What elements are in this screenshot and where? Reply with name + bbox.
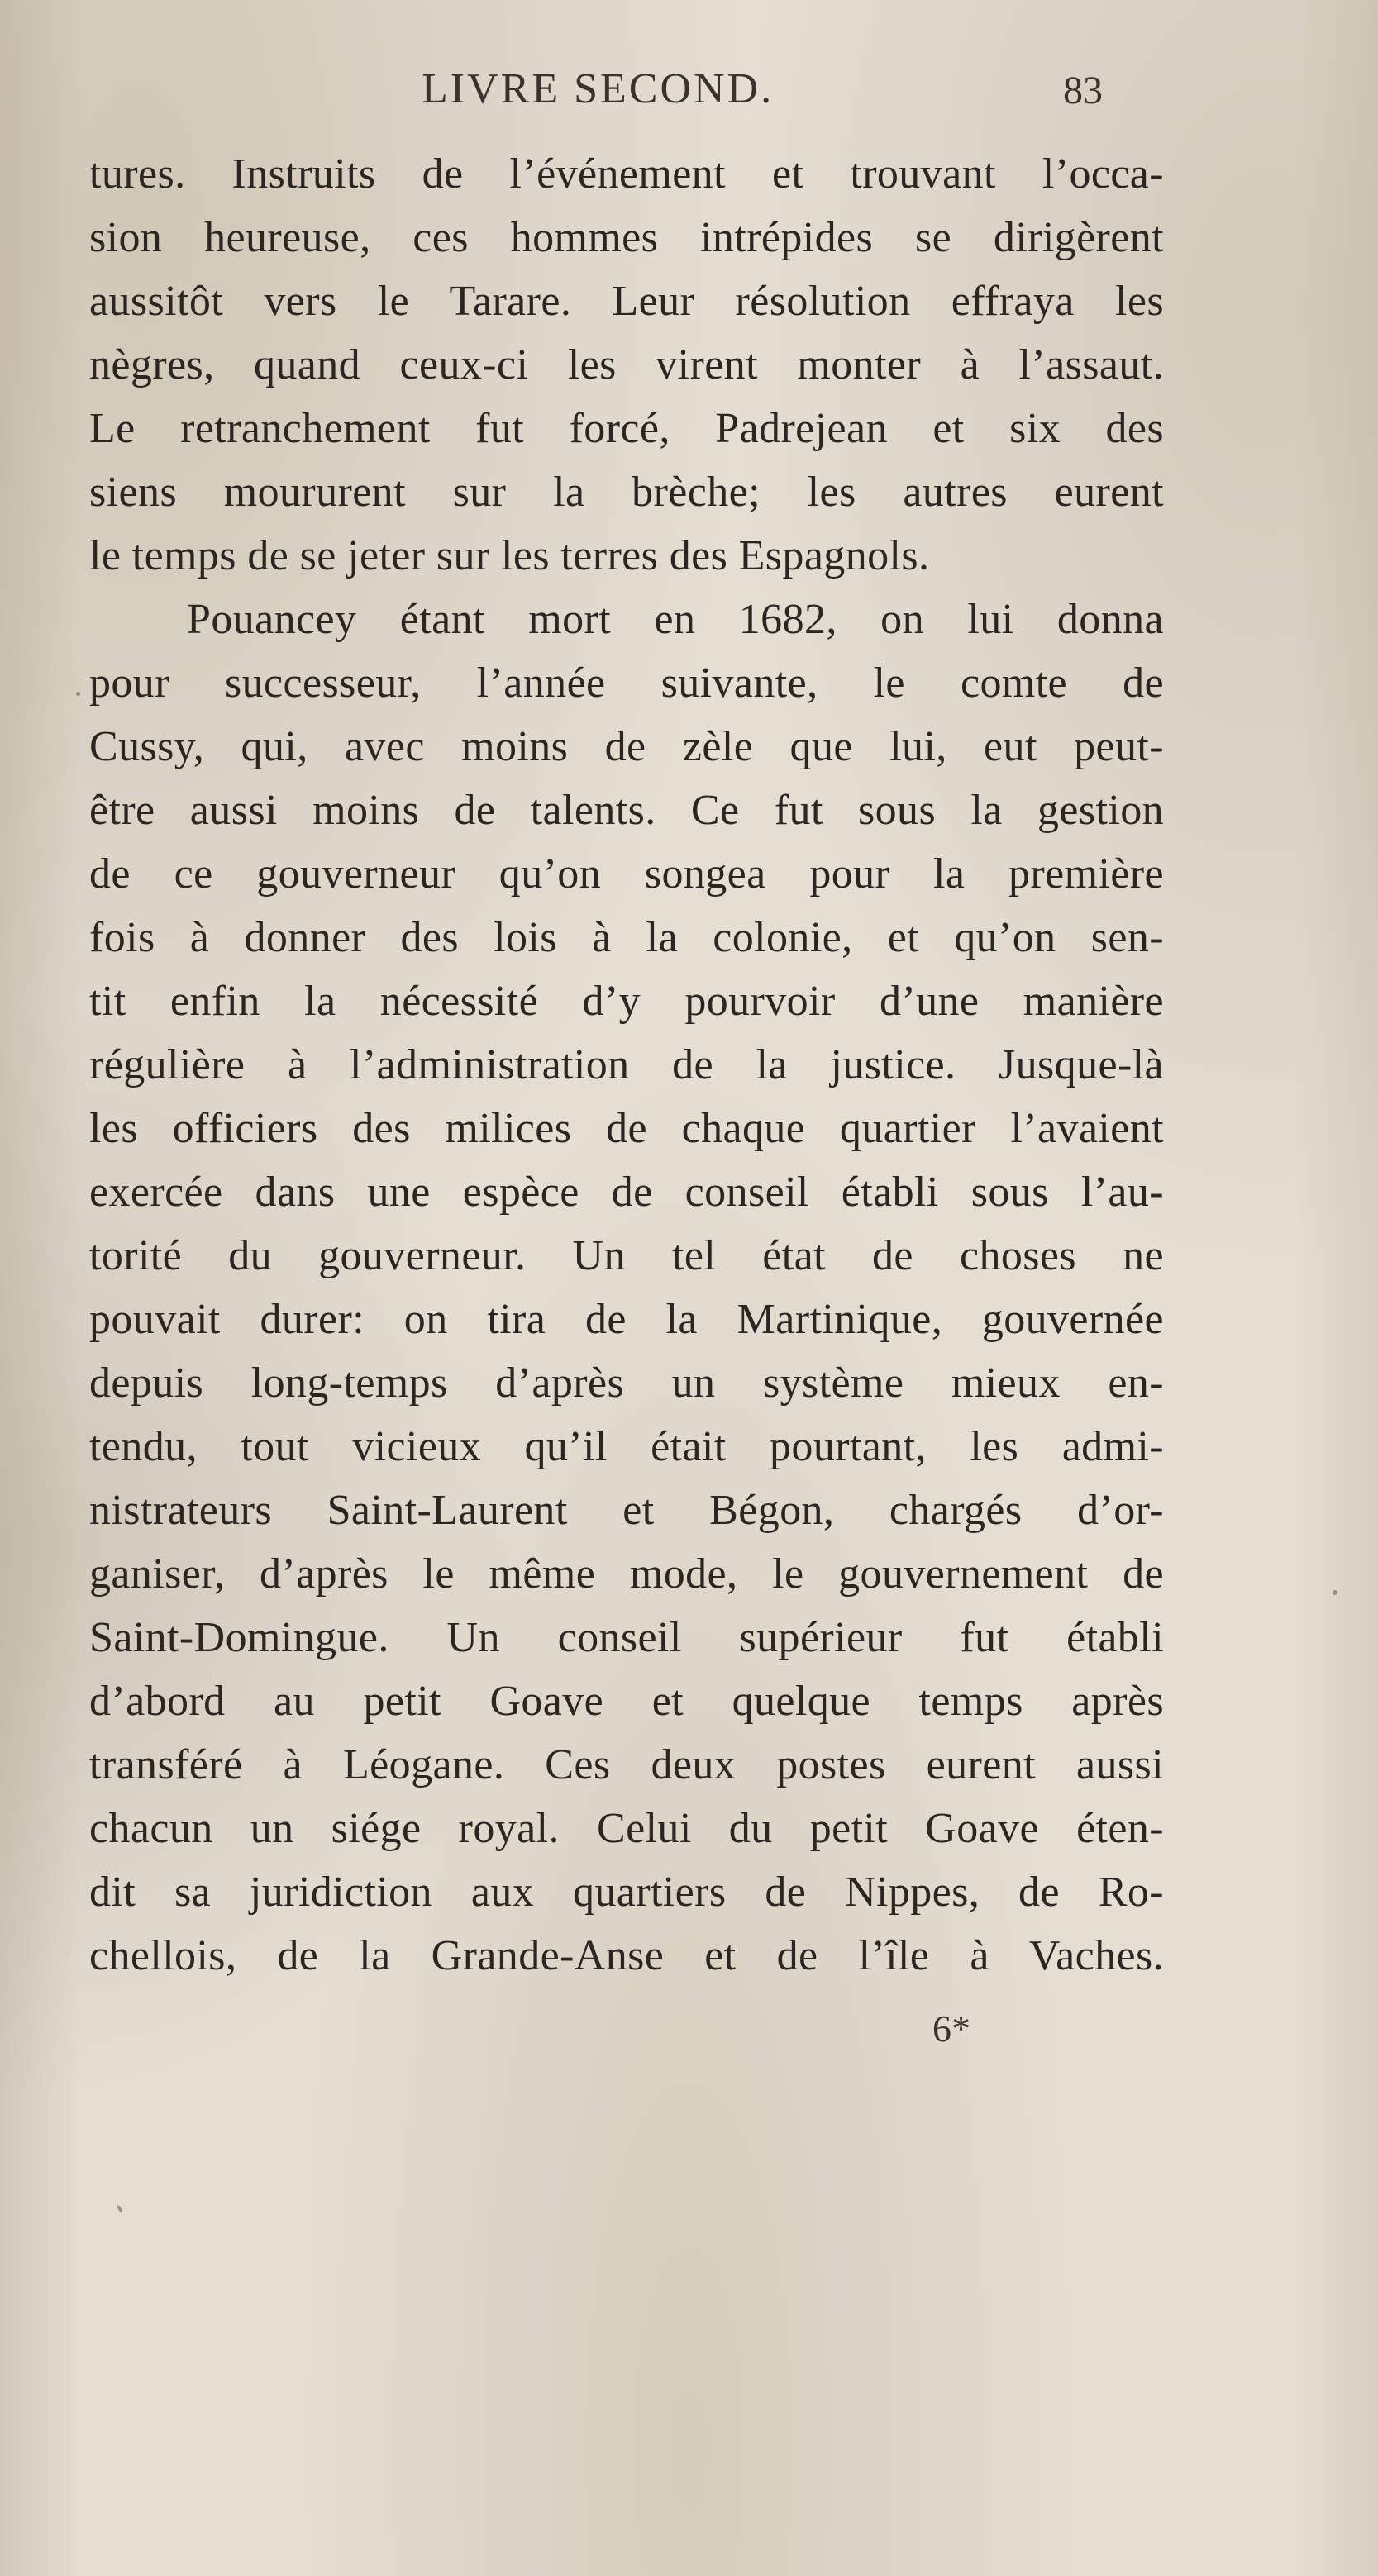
text-line: être aussi moins de talents. Ce fut sous la gestion xyxy=(89,787,1164,834)
text-line: ganiser, d’après le même mode, le gouvernement de xyxy=(89,1550,1164,1598)
text-line: aussitôt vers le Tarare. Leur résolution effraya les xyxy=(89,278,1164,325)
text-line: pouvait durer: on tira de la Martinique, gouvernée xyxy=(89,1296,1164,1343)
text-line: régulière à l’administration de la justice. Jusque-là xyxy=(89,1041,1164,1088)
paper-speck xyxy=(1333,1590,1337,1595)
text-line: tendu, tout vicieux qu’il était pourtant, les admi- xyxy=(89,1423,1164,1470)
text-line: pour successeur, l’année suivante, le comte de xyxy=(89,659,1164,707)
text-line: Le retranchement fut forcé, Padrejean et six des xyxy=(89,405,1164,452)
text-line: sion heureuse, ces hommes intrépides se dirigèrent xyxy=(89,214,1164,261)
text-line: tit enfin la nécessité d’y pourvoir d’une manière xyxy=(89,978,1164,1025)
text-line: fois à donner des lois à la colonie, et qu’on sen- xyxy=(89,914,1164,961)
signature-mark: 6* xyxy=(932,2007,970,2050)
text-line: nègres, quand ceux-ci les virent monter à l’assaut. xyxy=(89,341,1164,388)
text-line: exercée dans une espèce de conseil établi sous l’au- xyxy=(89,1169,1164,1216)
paper-speck xyxy=(76,692,80,696)
text-line: chellois, de la Grande-Anse et de l’île à Vaches. xyxy=(89,1932,1164,1979)
text-line: de ce gouverneur qu’on songea pour la première xyxy=(89,850,1164,898)
text-line: Saint-Domingue. Un conseil supérieur fut établi xyxy=(89,1614,1164,1661)
paper-speck xyxy=(117,2205,123,2214)
text-line: torité du gouverneur. Un tel état de choses ne xyxy=(89,1232,1164,1279)
text-line: chacun un siége royal. Celui du petit Goave éten- xyxy=(89,1805,1164,1852)
text-line: depuis long-temps d’après un système mieux en- xyxy=(89,1359,1164,1407)
body-text xyxy=(89,142,1164,1988)
text-line: Cussy, qui, avec moins de zèle que lui, eut peut- xyxy=(89,723,1164,770)
text-line: Pouancey étant mort en 1682, on lui donna xyxy=(187,596,1164,643)
running-head xyxy=(91,64,1166,122)
text-line: le temps de se jeter sur les terres des Espagnols. xyxy=(89,532,930,579)
text-line: transféré à Léogane. Ces deux postes eurent aussi xyxy=(89,1741,1164,1788)
text-line: d’abord au petit Goave et quelque temps après xyxy=(89,1678,1164,1725)
text-line: tures. Instruits de l’événement et trouvant l’occa- xyxy=(89,150,1164,198)
text-line: nistrateurs Saint-Laurent et Bégon, chargés d’or- xyxy=(89,1487,1164,1534)
text-line: dit sa juridiction aux quartiers de Nippes, de Ro- xyxy=(89,1869,1164,1916)
text-line: les officiers des milices de chaque quartier l’avaient xyxy=(89,1105,1164,1152)
text-line: siens moururent sur la brèche; les autres eurent xyxy=(89,469,1164,516)
running-title: LIVRE SECOND. xyxy=(422,65,775,112)
page-number: 83 xyxy=(1063,69,1103,112)
